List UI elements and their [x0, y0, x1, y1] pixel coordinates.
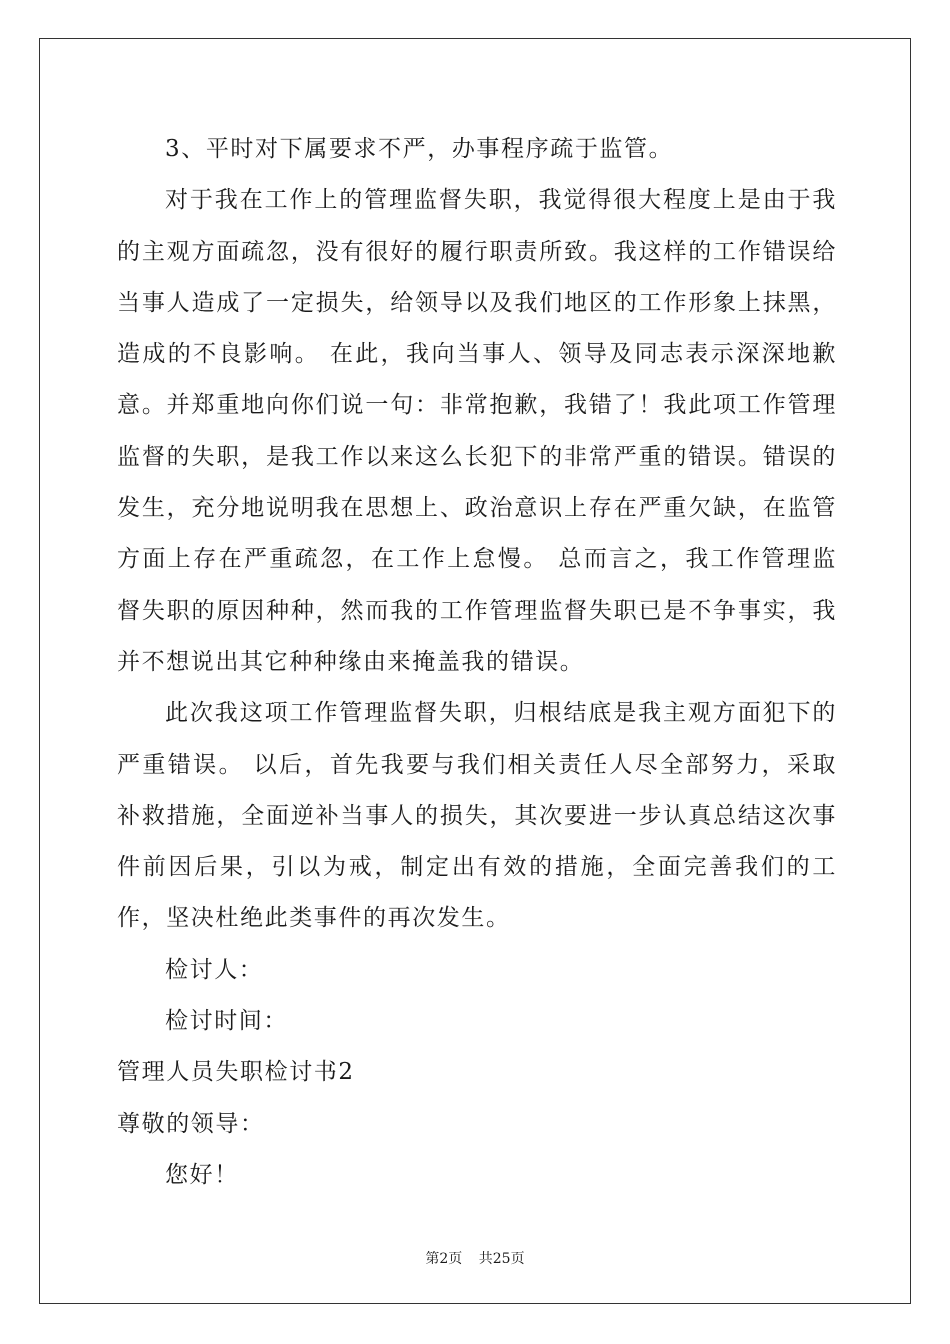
salutation: 尊敬的领导： [117, 1110, 265, 1137]
page-total: 共25页 [478, 1251, 525, 1267]
greeting: 您好！ [165, 1161, 239, 1188]
date-label: 检讨时间： [165, 1008, 288, 1035]
paragraph-point-3: 3、平时对下属要求不严，办事程序疏于监管。 [165, 136, 674, 162]
paragraph-body-1: 对于我在工作上的管理监督失职，我觉得很大程度上是由于我的主观方面疏忽，没有很好的履行职责所致。我这样的工作错误给当事人造成了一定损失，给领导以及我们地区的工作形象上抹黑，造成的不良影响。 在此，我向当事人、领导及同志表示深深地歉意。并郑重地向你们说一句：非常抱歉，我错了！我此项工作管理监督的失职，是我工作以来这么长犯下的非常严重的错误。错误的发生，充分地说明我在思想上、政治意识上存在严重欠缺，在监管方面上存在严重疏忽，在工作上怠慢。 总而言之，我工作管理监督失职的原因种种，然而我的工作管理监督失职已是不争事实，我并不想说出其它种种缘由来掩盖我的错误。 [117, 187, 837, 675]
signature-label: 检讨人： [165, 956, 264, 983]
page-number: 第2页 [425, 1251, 463, 1267]
section-title: 管理人员失职检讨书2 [117, 1059, 355, 1086]
page-footer [0, 1248, 950, 1268]
paragraph-body-2: 此次我这项工作管理监督失职，归根结底是我主观方面犯下的严重错误。 以后，首先我要与我们相关责任人尽全部努力，采取补救措施，全面逆补当事人的损失，其次要进一步认真总结这次事件前因后果，引以为戒，制定出有效的措施，全面完善我们的工作，坚决杜绝此类事件的再次发生。 [117, 700, 837, 932]
document-body [117, 124, 837, 1201]
